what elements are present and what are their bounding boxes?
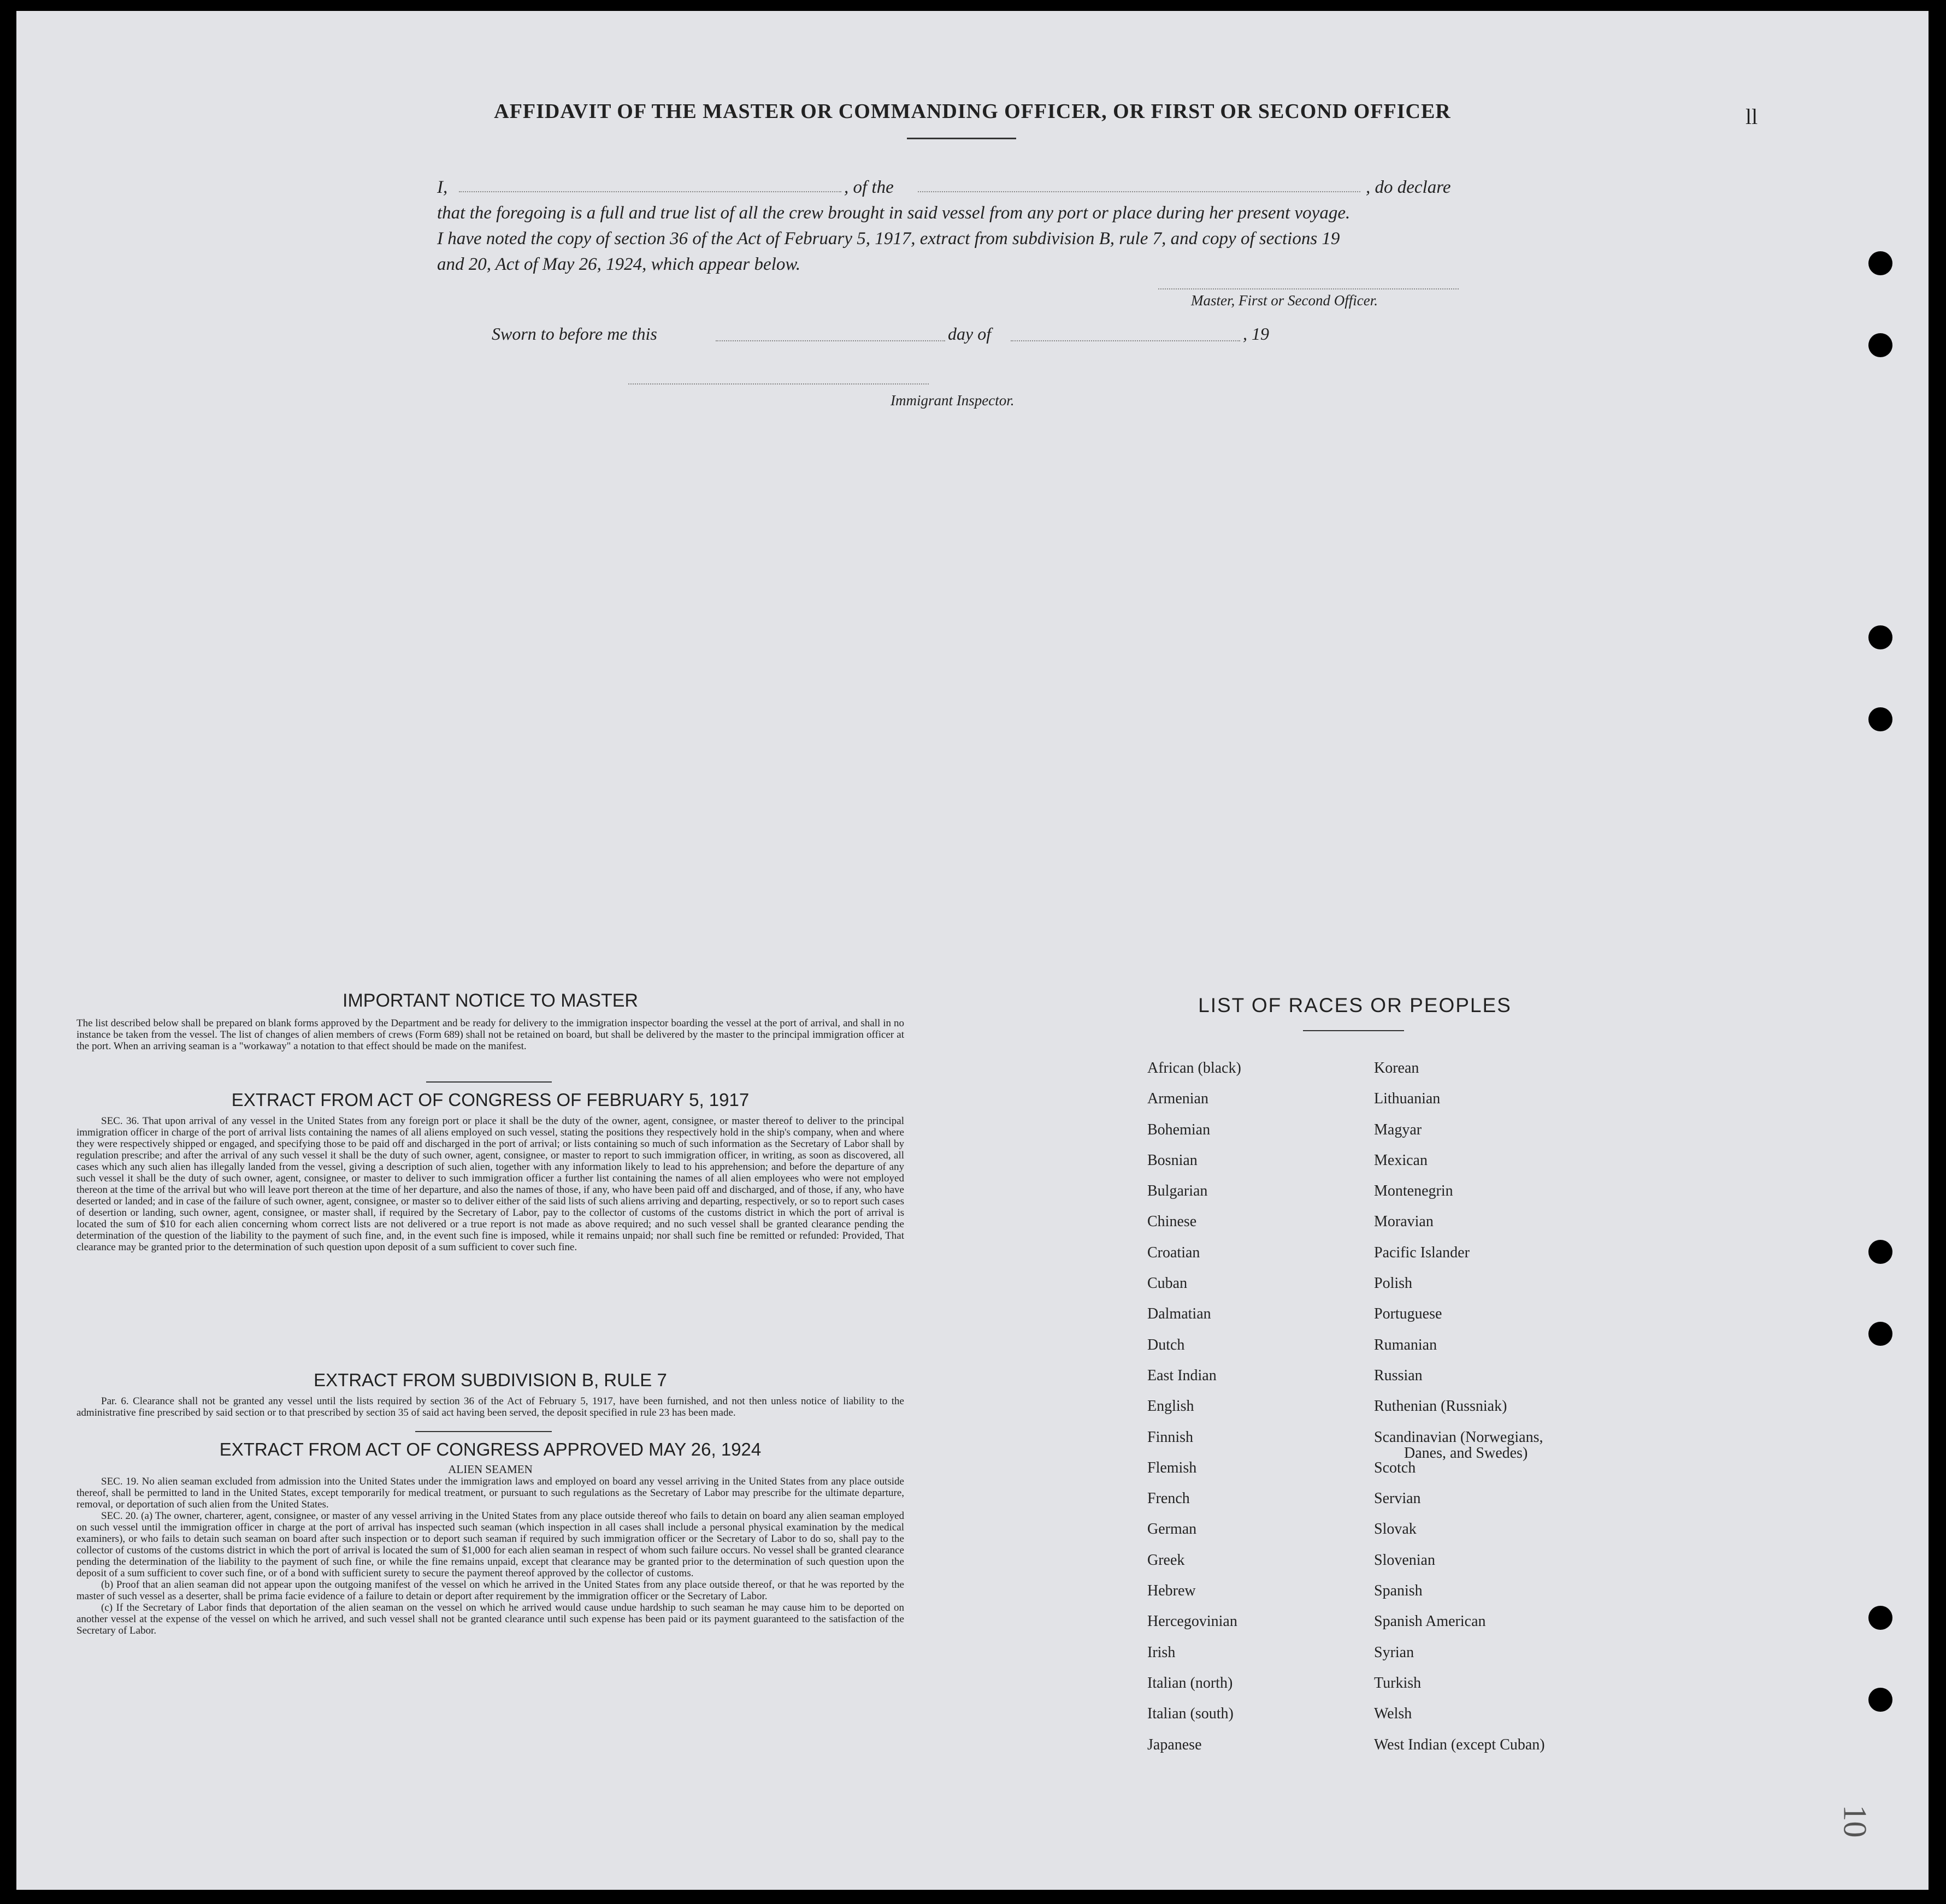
notice-title: IMPORTANT NOTICE TO MASTER (343, 990, 638, 1011)
race-item: Hercegovinian (1147, 1613, 1237, 1630)
race-item: Dalmatian (1147, 1305, 1211, 1323)
race-item: Bulgarian (1147, 1182, 1208, 1200)
master-signature-label: Master, First or Second Officer. (1191, 292, 1378, 309)
extract-1917-text: SEC. 36. That upon arrival of any vessel in the United States from any foreign port or place it shall be the duty of the owner, agent, consignee, or master thereof to deliver to the principal immigration officer in charge of the port of arrival lists containing the names of all aliens employed on such vessel, stating the positions they respectively hold in the ship's company, when and where they were respectively shipped or engaged, and specifying those to be paid off and discharged in the port of arrival; or lists containing so much of such information as the Secretary of Labor shall by regulation prescribe; and after the arrival of any such vessel it shall be the duty of such owner, agent, consignee, or master to report to such immigration officer, in writing, as soon as discovered, all cases which any such alien has illegally landed from the vessel, giving a description of such alien, together with any information likely to lead to his apprehension; and before the departure of any such vessel it shall be the duty of such owner, agent, consignee, or master to deliver to such immigration officer a further list containing the names of all alien employees who were not employed thereon at the time of the arrival but who will leave port thereon at the time of her departure, and also the names of those, if any, who have been paid off and discharged, and of those, if any, who have deserted or landed; and in case of the failure of such owner, agent, consignee, or master so to deliver either of the said lists of such aliens arriving and departing, respectively, or so to report such cases of desertion or landing, such owner, agent, consignee, or master shall, if required by the Secretary of Labor, pay to the collector of customs of the customs district in which the port of arrival is located the sum of $10 for each alien concerning whom correct lists are not delivered or a true report is not made as above required; and no such vessel shall be granted clearance pending the determination of the question of the liability to the payment of such fine, and, in the event such fine is imposed, while it remains unpaid; nor shall such fine be remitted or refunded: Provided, That clearance may be granted prior to the determination of such question upon deposit of a sum sufficient to cover such fine. (76, 1115, 904, 1253)
extract-1917-title: EXTRACT FROM ACT OF CONGRESS OF FEBRUARY 5, 1917 (231, 1090, 750, 1110)
race-item: Spanish (1374, 1582, 1423, 1600)
race-item: Hebrew (1147, 1582, 1196, 1600)
race-item: Greek (1147, 1551, 1185, 1569)
race-item: Cuban (1147, 1275, 1188, 1292)
do-declare-label: , do declare (1366, 178, 1451, 197)
race-item: Scandinavian (Norwegians, (1374, 1428, 1543, 1446)
of-the-label: , of the (844, 178, 894, 197)
races-column-1 (1147, 1053, 1366, 1760)
race-item: Ruthenian (Russniak) (1374, 1398, 1507, 1415)
punch-hole (1868, 707, 1892, 731)
title-rule (907, 138, 1016, 139)
sworn-month-field[interactable] (1011, 340, 1240, 341)
race-item: Welsh (1374, 1705, 1412, 1723)
sec-20b-text: (b) Proof that an alien seaman did not appear upon the outgoing manifest of the vessel on which he arrived in the United States from any place outside thereof, or that he was reported by the master of such vessel as a deserter, shall be prima facie evidence of a failure to detain or deport after requirement by the immigration officer or the Secretary of Labor. (76, 1579, 904, 1602)
race-item: Magyar (1374, 1121, 1422, 1138)
sec-19-text: SEC. 19. No alien seaman excluded from admission into the United States under the immigration laws and employed on board any vessel arriving in the United States from any place outside thereof, shall be permitted to land in the United States, except temporarily for medical treatment, or pursuant to such regulations as the Secretary of Labor may prescribe for the ultimate departure, removal, or deportation of such alien from the United States. (76, 1476, 904, 1510)
punch-hole (1868, 1240, 1892, 1264)
punch-hole (1868, 251, 1892, 275)
race-item: West Indian (except Cuban) (1374, 1736, 1545, 1753)
race-item: Rumanian (1374, 1336, 1437, 1353)
inspector-signature-line[interactable] (628, 383, 929, 385)
race-item-continuation: Danes, and Swedes) (1404, 1445, 1528, 1462)
race-item: Servian (1374, 1490, 1421, 1507)
name-field[interactable] (459, 191, 841, 192)
race-item: English (1147, 1398, 1194, 1415)
year-label: , 19 (1243, 324, 1269, 344)
sec-20a-text: SEC. 20. (a) The owner, charterer, agent, consignee, or master of any vessel arriving in the United States from any place outside thereof who fails to detain on board any alien seaman employed on such vessel until the immigration officer in charge at the port of arrival has inspected such seaman (which inspection in all cases shall include a personal physical examination by the medical examiners), or who fails to detain such seaman on board after such inspection or to deport such seaman if required by such immigration officer or the Secretary of Labor to do so, shall pay to the collector of customs of the customs district in which the port of arrival is located the sum of $1,000 for each alien seaman in respect of whom such failure occurs. No vessel shall be granted clearance pending the determination of the liability to the payment of such fine, or while the fine remains unpaid, except that clearance may be granted prior to the determination of such question upon the deposit of a sum sufficient to cover such fine, or of a bond with sufficient surety to secure the payment thereof approved by the collector of customs. (76, 1510, 904, 1579)
race-item: Lithuanian (1374, 1090, 1441, 1108)
race-item: East Indian (1147, 1367, 1217, 1384)
day-of-label: day of (948, 324, 992, 344)
punch-hole (1868, 333, 1892, 357)
i-prefix: I, (437, 178, 448, 197)
master-signature-line[interactable] (1158, 288, 1459, 289)
race-item: Chinese (1147, 1213, 1197, 1231)
race-item: Bohemian (1147, 1121, 1211, 1138)
races-rule (1303, 1030, 1404, 1031)
race-item: Moravian (1374, 1213, 1434, 1231)
race-item: Dutch (1147, 1336, 1185, 1353)
race-item: Finnish (1147, 1428, 1194, 1446)
race-item: Italian (north) (1147, 1674, 1233, 1692)
race-item: Mexican (1374, 1151, 1428, 1169)
race-item: African (black) (1147, 1060, 1241, 1077)
race-item: Polish (1374, 1275, 1413, 1292)
margin-mark: ll (1745, 104, 1758, 129)
punch-hole (1868, 1606, 1892, 1630)
race-item: Flemish (1147, 1459, 1197, 1476)
race-item: Slovenian (1374, 1551, 1435, 1569)
punch-hole (1868, 1322, 1892, 1346)
vessel-field[interactable] (918, 191, 1360, 192)
sworn-day-field[interactable] (716, 340, 945, 341)
race-item: Italian (south) (1147, 1705, 1234, 1723)
race-item: Bosnian (1147, 1151, 1198, 1169)
affidavit-body (437, 175, 1511, 277)
sec-20c-text: (c) If the Secretary of Labor finds that deportation of the alien seaman on the vessel on which he arrived would cause undue hardship to such seaman he may cause him to be deported on another vessel at the expense of the vessel on which he arrived, and such vessel shall not be granted clearance until such expense has been paid or its payment guaranteed to the satisfaction of the Secretary of Labor. (76, 1602, 904, 1636)
punch-hole (1868, 625, 1892, 649)
extract-1924-title: EXTRACT FROM ACT OF CONGRESS APPROVED MAY 26, 1924 (219, 1439, 762, 1459)
corner-mark: 10 (1837, 1805, 1873, 1838)
race-item: Spanish American (1374, 1613, 1486, 1630)
race-item: Pacific Islander (1374, 1244, 1470, 1261)
races-column-2 (1374, 1053, 1614, 1760)
affidavit-line2: that the foregoing is a full and true list of all the crew brought in said vessel from any port or place during her present voyage. (437, 203, 1351, 223)
inspector-signature-label: Immigrant Inspector. (891, 392, 1015, 409)
rule7-title: EXTRACT FROM SUBDIVISION B, RULE 7 (314, 1370, 667, 1390)
race-item: Portuguese (1374, 1305, 1442, 1323)
races-title: LIST OF RACES OR PEOPLES (1198, 994, 1512, 1016)
race-item: Scotch (1374, 1459, 1416, 1476)
affidavit-line3: I have noted the copy of section 36 of the Act of February 5, 1917, extract from subdivision B, rule 7, and copy of sections 19 (437, 229, 1340, 249)
race-item: Turkish (1374, 1674, 1422, 1692)
section-rule (415, 1431, 552, 1432)
race-item: Russian (1374, 1367, 1423, 1384)
race-item: French (1147, 1490, 1190, 1507)
affidavit-title: AFFIDAVIT OF THE MASTER OR COMMANDING OFFICER, OR FIRST OR SECOND OFFICER (494, 100, 1451, 123)
extract-1924-sections (76, 1476, 904, 1636)
section-rule (426, 1081, 552, 1083)
race-item: Armenian (1147, 1090, 1208, 1108)
race-item: German (1147, 1521, 1197, 1538)
sworn-label: Sworn to before me this (492, 324, 657, 344)
race-item: Korean (1374, 1060, 1419, 1077)
sworn-line (492, 324, 1311, 346)
race-item: Irish (1147, 1643, 1176, 1661)
race-item: Japanese (1147, 1736, 1202, 1753)
document-page (16, 11, 1929, 1890)
race-item: Syrian (1374, 1643, 1414, 1661)
notice-text: The list described below shall be prepared on blank forms approved by the Department and be ready for delivery to the immigration inspector boarding the vessel at the port of arrival, and shall in no instance be taken from the vessel. The list of changes of alien members of crews (Form 689) shall not be retained on board, but shall be delivered by the master to the principal immigration officer at the port. When an arriving seaman is a "workaway" a notation to that effect should be made on the manifest. (76, 1018, 904, 1052)
race-item: Slovak (1374, 1521, 1417, 1538)
alien-seamen-subtitle: ALIEN SEAMEN (448, 1463, 533, 1476)
race-item: Montenegrin (1374, 1182, 1453, 1200)
punch-hole (1868, 1688, 1892, 1712)
race-item: Croatian (1147, 1244, 1200, 1261)
rule7-text: Par. 6. Clearance shall not be granted any vessel until the lists required by section 36 of the Act of February 5, 1917, have been furnished, and not then unless notice of liability to the administrative fine prescribed by said section or to that prescribed by section 35 of said act having been served, the deposit specified in rule 23 has been made. (76, 1396, 904, 1418)
affidavit-line4: and 20, Act of May 26, 1924, which appear below. (437, 255, 801, 274)
